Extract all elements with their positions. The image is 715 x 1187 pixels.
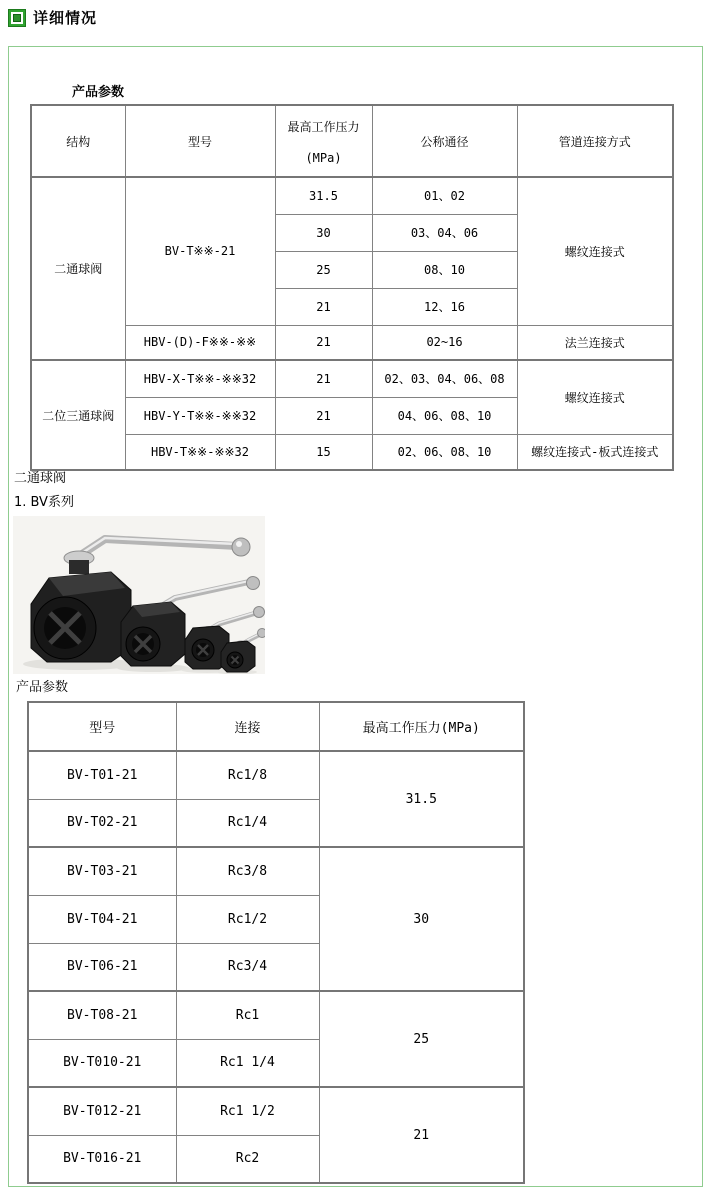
cell-model: BV-T012-21 — [28, 1087, 176, 1135]
col-header-pressure-line2: (MPa) — [305, 150, 342, 165]
cell-diameter: 02、06、08、10 — [372, 434, 517, 470]
cell-connection: Rc1/8 — [176, 751, 319, 799]
col-header-pressure-line1: 最高工作压力 — [287, 119, 360, 134]
spec-table-overview — [30, 104, 674, 471]
cell-pressure: 31.5 — [275, 177, 372, 214]
cell-model: BV-T08-21 — [28, 991, 176, 1039]
cell-connection: 螺纹连接式-板式连接式 — [517, 434, 673, 470]
subsection-title: 二通球阀 — [14, 471, 67, 486]
cell-connection: 螺纹连接式 — [517, 360, 673, 434]
table1-header-row — [31, 105, 673, 177]
col-header-connection: 管道连接方式 — [517, 105, 673, 177]
cell-model: BV-T01-21 — [28, 751, 176, 799]
cell-connection: Rc1 — [176, 991, 319, 1039]
cell-structure-group: 二位三通球阀 — [31, 360, 125, 470]
cell-connection: Rc3/8 — [176, 847, 319, 895]
green-square-icon — [8, 9, 26, 27]
cell-connection: 螺纹连接式 — [517, 177, 673, 325]
cell-diameter: 08、10 — [372, 251, 517, 288]
table1-caption: 产品参数 — [72, 85, 125, 100]
green-square-icon-core — [13, 14, 21, 22]
cell-diameter: 04、06、08、10 — [372, 397, 517, 434]
cell-connection: Rc1 1/4 — [176, 1039, 319, 1087]
cell-diameter: 12、16 — [372, 288, 517, 325]
cell-connection: Rc1/2 — [176, 895, 319, 943]
table-row — [31, 325, 673, 360]
cell-diameter: 02、03、04、06、08 — [372, 360, 517, 397]
table-row — [28, 1087, 524, 1135]
cell-pressure: 21 — [275, 288, 372, 325]
cell-diameter: 02~16 — [372, 325, 517, 360]
col-header-diameter: 公称通径 — [372, 105, 517, 177]
cell-model: BV-T04-21 — [28, 895, 176, 943]
cell-pressure: 25 — [319, 991, 524, 1087]
table-row — [31, 434, 673, 470]
cell-pressure: 25 — [275, 251, 372, 288]
series-label: 1. BV系列 — [14, 495, 74, 510]
col-header-structure: 结构 — [31, 105, 125, 177]
table2-caption: 产品参数 — [16, 680, 69, 695]
col-header-model: 型号 — [28, 702, 176, 751]
cell-connection: Rc1 1/2 — [176, 1087, 319, 1135]
cell-pressure: 21 — [275, 325, 372, 360]
table-row — [31, 360, 673, 397]
cell-connection: Rc3/4 — [176, 943, 319, 991]
cell-connection: Rc1/4 — [176, 799, 319, 847]
cell-model: BV-T03-21 — [28, 847, 176, 895]
green-square-icon-inner — [11, 12, 23, 24]
cell-diameter: 01、02 — [372, 177, 517, 214]
table2-header-row — [28, 702, 524, 751]
cell-model: HBV-T※※-※※32 — [125, 434, 275, 470]
col-header-pressure — [275, 105, 372, 177]
cell-model: BV-T※※-21 — [125, 177, 275, 325]
cell-pressure: 21 — [275, 360, 372, 397]
cell-model: HBV-Y-T※※-※※32 — [125, 397, 275, 434]
col-header-pressure: 最高工作压力(MPa) — [319, 702, 524, 751]
cell-model: HBV-X-T※※-※※32 — [125, 360, 275, 397]
table-row — [28, 847, 524, 895]
page-header — [8, 7, 97, 28]
spec-table-bv-series — [27, 701, 525, 1184]
table-row — [28, 751, 524, 799]
cell-diameter: 03、04、06 — [372, 214, 517, 251]
cell-pressure: 15 — [275, 434, 372, 470]
cell-pressure: 30 — [275, 214, 372, 251]
table-row — [28, 991, 524, 1039]
cell-pressure: 30 — [319, 847, 524, 991]
cell-model: BV-T016-21 — [28, 1135, 176, 1183]
cell-model: BV-T06-21 — [28, 943, 176, 991]
product-photo-ball-valves — [13, 516, 265, 674]
cell-pressure: 21 — [319, 1087, 524, 1183]
cell-connection: 法兰连接式 — [517, 325, 673, 360]
cell-model: HBV-(D)-F※※-※※ — [125, 325, 275, 360]
col-header-model: 型号 — [125, 105, 275, 177]
cell-structure-group: 二通球阀 — [31, 177, 125, 360]
cell-model: BV-T010-21 — [28, 1039, 176, 1087]
cell-pressure: 31.5 — [319, 751, 524, 847]
cell-connection: Rc2 — [176, 1135, 319, 1183]
page-title: 详细情况 — [33, 9, 98, 27]
col-header-connection: 连接 — [176, 702, 319, 751]
table-row — [31, 177, 673, 214]
cell-model: BV-T02-21 — [28, 799, 176, 847]
cell-pressure: 21 — [275, 397, 372, 434]
